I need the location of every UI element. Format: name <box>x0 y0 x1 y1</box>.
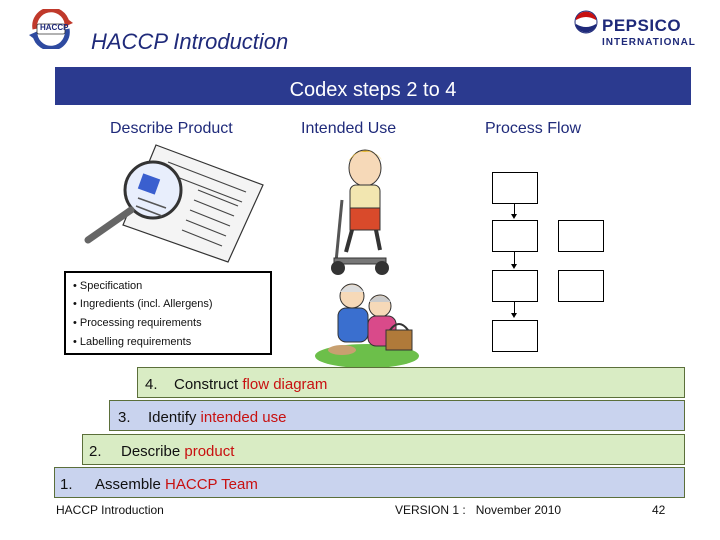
child-scooter-icon <box>320 140 400 280</box>
arrow-down-icon <box>511 313 517 318</box>
banner-title: Codex steps 2 to 4 <box>289 79 457 101</box>
flow-box <box>492 270 538 302</box>
step-label: Construct flow diagram <box>174 376 328 393</box>
bullet-item: • Specification <box>73 280 143 292</box>
flow-box <box>558 270 604 302</box>
brand-subtitle: INTERNATIONAL <box>602 37 696 48</box>
footer-title: HACCP Introduction <box>56 503 164 517</box>
flow-box <box>558 220 604 252</box>
arrow-down-icon <box>511 264 517 269</box>
step-label: Assemble HACCP Team <box>95 476 258 493</box>
picnic-couple-icon <box>312 278 422 368</box>
product-description-box <box>64 271 272 355</box>
flow-box <box>492 220 538 252</box>
heading-describe-product: Describe Product <box>110 120 233 137</box>
step-number: 3. <box>118 409 131 426</box>
document-magnifier-icon <box>78 140 268 265</box>
step-label: Identify intended use <box>148 409 287 426</box>
step-4-bar <box>137 367 685 398</box>
step-label: Describe product <box>121 443 235 460</box>
page-number: 42 <box>652 503 666 517</box>
step-number: 4. <box>145 376 158 393</box>
haccp-logo-text: HACCP <box>40 23 69 32</box>
bullet-item: • Processing requirements <box>73 317 202 329</box>
flow-box <box>492 320 538 352</box>
footer-version: VERSION 1 : November 2010 <box>395 503 562 517</box>
step-2-bar <box>82 434 685 465</box>
step-number: 2. <box>89 443 102 460</box>
process-flow-diagram <box>490 170 620 360</box>
flow-box <box>492 172 538 204</box>
heading-intended-use: Intended Use <box>301 120 397 137</box>
section-banner <box>55 67 691 105</box>
step-number: 1. <box>60 476 73 493</box>
arrow-down-icon <box>511 214 517 219</box>
heading-process-flow: Process Flow <box>485 120 582 137</box>
step-1-bar <box>54 467 685 498</box>
haccp-logo <box>27 9 75 49</box>
pepsico-logo <box>574 8 714 56</box>
bullet-item: • Ingredients (incl. Allergens) <box>73 298 213 310</box>
pepsi-globe-icon <box>574 10 598 34</box>
brand-name: PEPSICO <box>602 16 682 35</box>
step-3-bar <box>109 400 685 431</box>
bullet-item: • Labelling requirements <box>73 336 192 348</box>
page-title: HACCP Introduction <box>91 29 289 54</box>
